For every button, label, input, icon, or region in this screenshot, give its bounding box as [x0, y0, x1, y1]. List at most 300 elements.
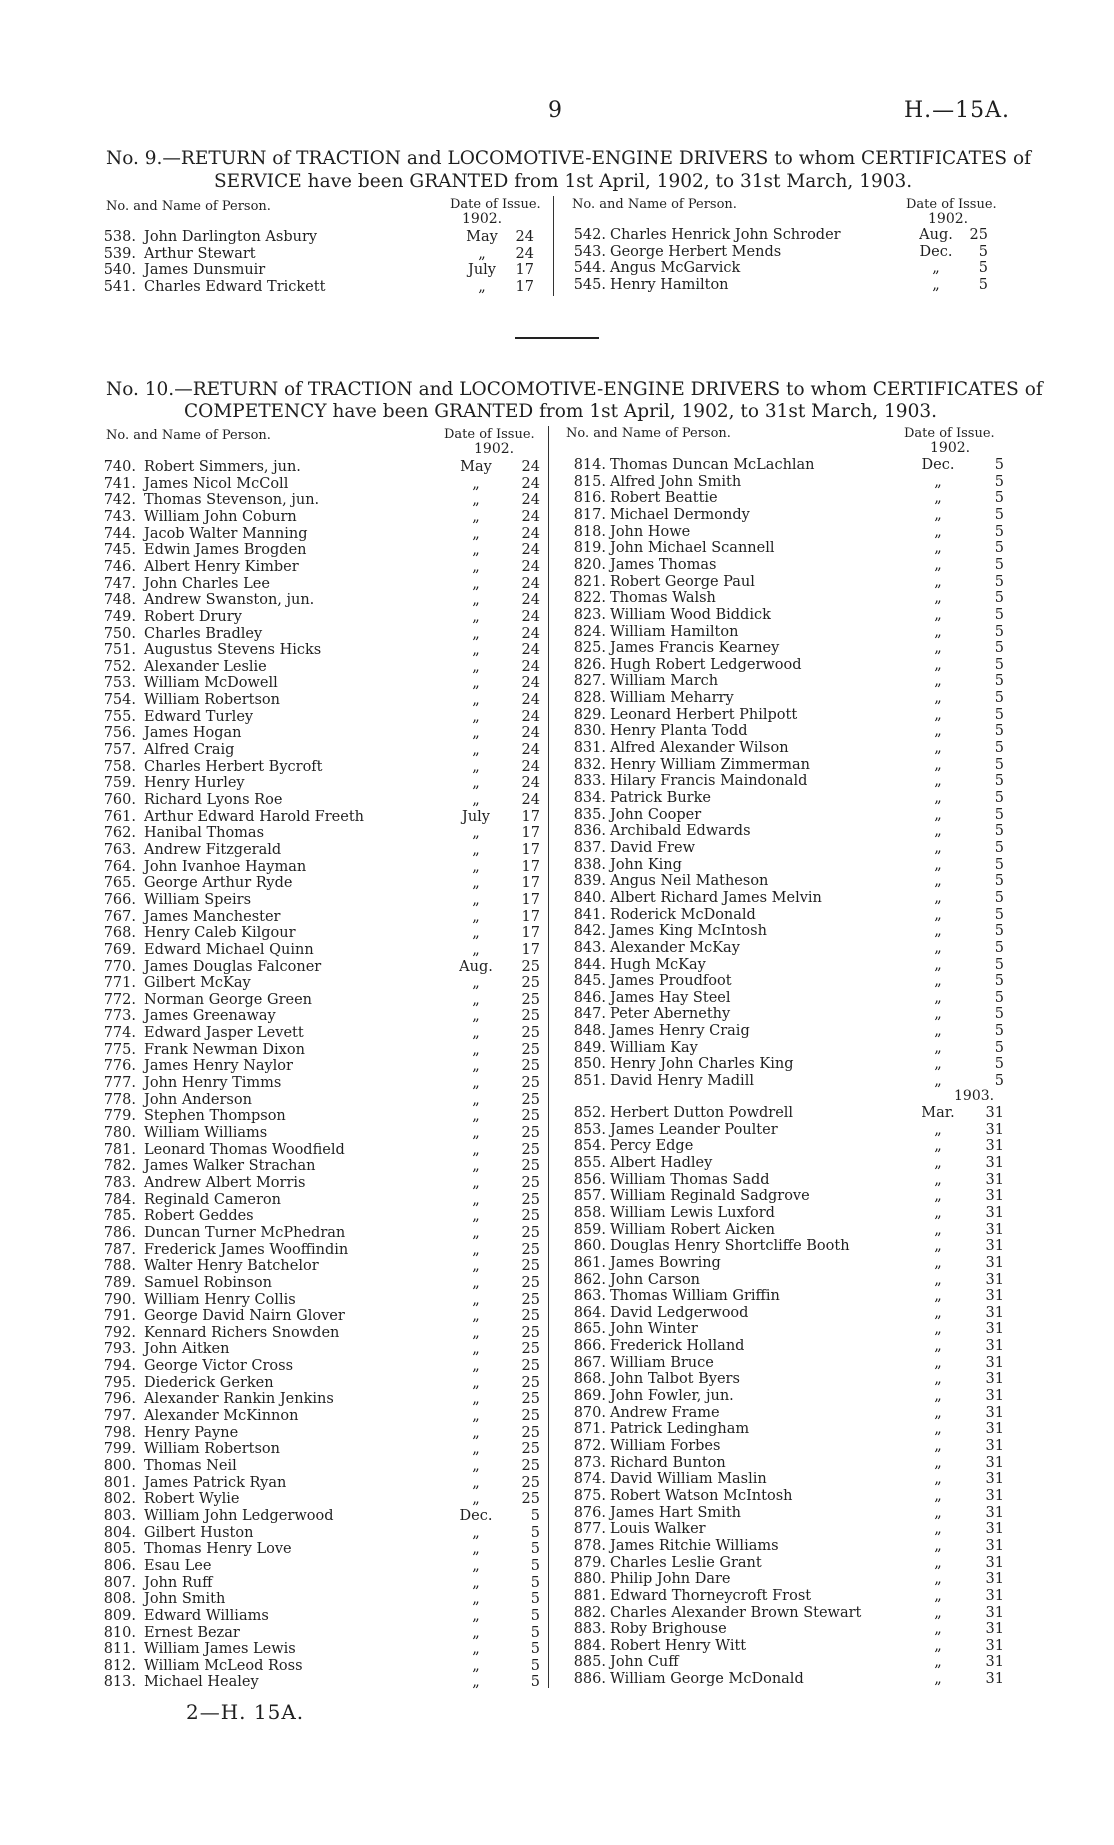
section9-year-left: 1902.: [462, 211, 503, 227]
person-name: William Robertson: [144, 692, 280, 709]
person-name: James Patrick Ryan: [144, 1474, 287, 1491]
entry-number: 772.: [103, 991, 136, 1008]
table-row: [566, 1138, 1006, 1155]
table-row: [566, 690, 1006, 707]
issue-month: „: [934, 1254, 942, 1271]
table-row: [96, 1192, 546, 1209]
issue-month: „: [472, 1091, 480, 1108]
table-row: [96, 709, 546, 726]
issue-month: Dec.: [921, 457, 955, 473]
issue-month: „: [472, 941, 480, 958]
person-name: John Henry Timms: [144, 1075, 282, 1092]
table-row: [96, 1208, 546, 1225]
section10-year-1903: 1903.: [954, 1088, 995, 1104]
person-name: Alexander Leslie: [144, 658, 267, 675]
issue-month: „: [472, 1075, 480, 1092]
entry-number: 780.: [103, 1125, 136, 1141]
table-row: [96, 642, 546, 659]
issue-day: 24: [521, 708, 540, 725]
entry-number: 858.: [573, 1204, 606, 1221]
entry-number: 758.: [103, 758, 136, 775]
entry-number: 766.: [103, 891, 136, 908]
person-name: William John Ledgerwood: [144, 1507, 334, 1524]
table-row: [96, 1375, 546, 1392]
table-row: [96, 659, 546, 676]
entry-number: 811.: [103, 1641, 136, 1658]
issue-day: 31: [985, 1404, 1004, 1421]
section9-year-right: 1902.: [928, 211, 969, 227]
issue-day: 5: [994, 640, 1004, 657]
person-name: Reginald Cameron: [144, 1191, 281, 1208]
issue-month: „: [472, 1524, 480, 1541]
issue-day: 25: [521, 1274, 540, 1291]
issue-month: „: [472, 1258, 480, 1275]
person-name: James Nicol McColl: [144, 475, 289, 492]
issue-day: 24: [521, 775, 540, 792]
table-row: [96, 875, 546, 892]
table-row: [96, 1325, 546, 1342]
issue-day: 5: [994, 973, 1004, 990]
issue-month: July: [468, 262, 496, 278]
table-row: [566, 1105, 1006, 1122]
issue-day: 31: [985, 1271, 1004, 1288]
footer-signature: 2—H. 15A.: [186, 1700, 305, 1724]
person-name: William George McDonald: [610, 1671, 804, 1688]
table-row: [566, 673, 1006, 690]
entry-number: 816.: [573, 490, 606, 507]
entry-number: 885.: [573, 1654, 606, 1671]
issue-day: 31: [985, 1321, 1004, 1338]
person-name: Edwin James Brogden: [144, 542, 307, 559]
issue-day: 25: [521, 1391, 540, 1408]
person-name: William Williams: [144, 1125, 268, 1141]
section10-year-right: 1902.: [930, 440, 971, 456]
person-name: James King McIntosh: [610, 923, 767, 940]
table-row: [96, 1108, 546, 1125]
issue-day: 5: [994, 939, 1004, 956]
issue-month: „: [934, 989, 942, 1006]
table-row: [96, 1125, 546, 1142]
table-row: [566, 1671, 1006, 1688]
table-row: [96, 1025, 546, 1042]
entry-number: 541.: [103, 278, 136, 295]
issue-day: 5: [994, 856, 1004, 873]
table-row: [566, 1654, 1006, 1671]
person-name: John Winter: [610, 1321, 698, 1338]
issue-month: „: [934, 573, 942, 590]
issue-day: 25: [521, 1458, 540, 1474]
person-name: James Hart Smith: [610, 1504, 741, 1521]
table-row: [566, 707, 1006, 724]
entry-number: 773.: [103, 1008, 136, 1025]
table-row: [566, 1455, 1006, 1472]
table-row: [96, 1641, 546, 1658]
entry-number: 870.: [573, 1404, 606, 1421]
issue-month: „: [472, 1458, 480, 1474]
table-row: [96, 626, 546, 643]
issue-day: 5: [530, 1591, 540, 1608]
issue-month: „: [472, 792, 480, 808]
issue-month: „: [472, 1041, 480, 1058]
person-name: William Speirs: [144, 891, 252, 908]
entry-number: 778.: [103, 1091, 136, 1108]
issue-month: „: [932, 260, 940, 276]
person-name: John Anderson: [144, 1091, 252, 1108]
issue-day: 5: [994, 790, 1004, 806]
person-name: Charles Herbert Bycroft: [144, 758, 323, 775]
issue-day: 25: [521, 1491, 540, 1508]
issue-month: „: [472, 1025, 480, 1042]
person-name: Ernest Bezar: [144, 1624, 240, 1641]
issue-month: „: [934, 623, 942, 640]
person-name: William Hamilton: [610, 623, 739, 640]
entry-number: 777.: [103, 1075, 136, 1092]
table-row: [96, 925, 546, 942]
table-row: [566, 1371, 1006, 1388]
person-name: John Cooper: [610, 806, 702, 823]
entry-number: 863.: [573, 1288, 606, 1305]
entry-number: 805.: [103, 1541, 136, 1558]
person-name: Andrew Swanston, jun.: [144, 592, 315, 609]
issue-day: 31: [985, 1637, 1004, 1654]
table-row: [96, 1275, 546, 1292]
entry-number: 539.: [103, 245, 136, 262]
issue-day: 25: [521, 1174, 540, 1191]
entry-number: 787.: [103, 1241, 136, 1258]
entry-number: 875.: [573, 1487, 606, 1504]
entry-number: 871.: [573, 1421, 606, 1438]
entry-number: 881.: [573, 1587, 606, 1604]
entry-number: 764.: [103, 858, 136, 875]
issue-day: 17: [521, 825, 540, 842]
entry-number: 839.: [573, 873, 606, 890]
table-row: [566, 1538, 1006, 1555]
issue-day: 31: [985, 1354, 1004, 1371]
table-row: [96, 959, 546, 976]
issue-month: „: [934, 1521, 942, 1538]
issue-day: 24: [521, 508, 540, 525]
issue-day: 5: [994, 873, 1004, 890]
entry-number: 812.: [103, 1657, 136, 1674]
person-name: Gilbert Huston: [144, 1524, 254, 1541]
entry-number: 755.: [103, 708, 136, 725]
entry-number: 784.: [103, 1191, 136, 1208]
person-name: Thomas Walsh: [610, 590, 716, 607]
table-row: [96, 1358, 546, 1375]
issue-month: „: [934, 956, 942, 973]
issue-month: „: [472, 725, 480, 742]
table-row: [566, 457, 1006, 474]
section10-column-divider: [548, 426, 549, 1688]
person-name: Augustus Stevens Hicks: [144, 642, 322, 659]
table-row: [566, 490, 1006, 507]
person-name: George Herbert Mends: [610, 243, 782, 260]
issue-day: 31: [985, 1105, 1004, 1121]
entry-number: 876.: [573, 1504, 606, 1521]
person-name: William Reginald Sadgrove: [610, 1188, 810, 1205]
entry-number: 836.: [573, 823, 606, 840]
issue-month: „: [472, 991, 480, 1008]
person-name: James Henry Naylor: [144, 1058, 293, 1075]
issue-day: 25: [521, 1224, 540, 1241]
person-name: Albert Hadley: [610, 1154, 713, 1171]
entry-number: 873.: [573, 1454, 606, 1471]
table-row: [566, 1155, 1006, 1172]
entry-number: 802.: [103, 1491, 136, 1508]
person-name: Richard Lyons Roe: [144, 792, 283, 808]
table-row: [96, 1541, 546, 1558]
issue-day: 5: [994, 690, 1004, 707]
person-name: Albert Richard James Melvin: [610, 889, 822, 906]
issue-day: 5: [530, 1574, 540, 1591]
entry-number: 840.: [573, 889, 606, 906]
issue-day: 31: [985, 1171, 1004, 1188]
issue-day: 25: [521, 1408, 540, 1425]
table-row: [96, 1158, 546, 1175]
person-name: Hilary Francis Maindonald: [610, 773, 808, 790]
table-row: [96, 1508, 546, 1525]
issue-month: „: [472, 708, 480, 725]
entry-number: 753.: [103, 675, 136, 692]
person-name: Duncan Turner McPhedran: [144, 1224, 346, 1241]
section10-col-name-left: No. and Name of Person.: [106, 428, 271, 443]
entry-number: 828.: [573, 690, 606, 707]
table-row: [566, 790, 1006, 807]
entry-number: 760.: [103, 792, 136, 808]
table-row: [96, 809, 546, 826]
table-row: [96, 1225, 546, 1242]
table-row: [566, 1555, 1006, 1572]
issue-month: „: [932, 276, 940, 293]
table-row: [566, 1355, 1006, 1372]
table-row: [96, 1341, 546, 1358]
entry-number: 768.: [103, 925, 136, 942]
person-name: Patrick Ledingham: [610, 1421, 750, 1438]
issue-month: „: [472, 508, 480, 525]
person-name: Philip John Dare: [610, 1571, 731, 1588]
person-name: James Hay Steel: [610, 989, 731, 1006]
issue-month: „: [934, 923, 942, 940]
issue-month: „: [472, 975, 480, 992]
issue-day: 31: [985, 1587, 1004, 1604]
entry-number: 785.: [103, 1208, 136, 1225]
table-row: [566, 857, 1006, 874]
table-row: [96, 1075, 546, 1092]
issue-day: 31: [985, 1221, 1004, 1238]
person-name: John Michael Scannell: [610, 540, 775, 557]
issue-month: „: [472, 542, 480, 559]
section9-title-line2: SERVICE have been GRANTED from 1st April, 1902, to 31st March, 1903.: [214, 171, 913, 192]
person-name: George David Nairn Glover: [144, 1308, 345, 1325]
entry-number: 783.: [103, 1174, 136, 1191]
entry-number: 818.: [573, 523, 606, 540]
entry-number: 813.: [103, 1674, 136, 1691]
person-name: William Meharry: [610, 690, 734, 707]
table-row: [96, 692, 546, 709]
entry-number: 823.: [573, 606, 606, 623]
entry-number: 746.: [103, 558, 136, 575]
issue-month: „: [934, 889, 942, 906]
person-name: Thomas William Griffin: [610, 1288, 780, 1305]
issue-day: 5: [994, 706, 1004, 723]
table-row: [566, 1006, 1006, 1023]
person-name: Jacob Walter Manning: [144, 525, 308, 542]
entry-number: 844.: [573, 956, 606, 973]
section-separator-rule: [515, 337, 599, 339]
issue-day: 17: [521, 858, 540, 875]
entry-number: 749.: [103, 608, 136, 625]
table-row: [96, 942, 546, 959]
issue-day: 5: [978, 260, 988, 276]
issue-day: 31: [985, 1138, 1004, 1155]
issue-day: 31: [985, 1188, 1004, 1205]
person-name: James Hogan: [144, 725, 242, 742]
entry-number: 826.: [573, 656, 606, 673]
table-row: [96, 1491, 546, 1508]
issue-month: „: [472, 1274, 480, 1291]
entry-number: 796.: [103, 1391, 136, 1408]
table-row: [96, 262, 546, 279]
issue-month: „: [934, 1073, 942, 1090]
issue-day: 31: [985, 1521, 1004, 1538]
issue-month: „: [472, 1141, 480, 1158]
entry-number: 775.: [103, 1041, 136, 1058]
issue-day: 25: [521, 1025, 540, 1042]
table-row: [96, 1658, 546, 1675]
table-row: [566, 1488, 1006, 1505]
entry-number: 837.: [573, 839, 606, 856]
entry-number: 804.: [103, 1524, 136, 1541]
person-name: Hugh McKay: [610, 956, 706, 973]
issue-month: „: [472, 1424, 480, 1441]
table-row: [566, 1023, 1006, 1040]
table-row: [96, 1608, 546, 1625]
table-row: [566, 1056, 1006, 1073]
issue-day: 25: [521, 1191, 540, 1208]
entry-number: 884.: [573, 1637, 606, 1654]
issue-month: „: [472, 1557, 480, 1574]
section9-column-divider: [553, 196, 554, 296]
issue-day: 5: [994, 490, 1004, 507]
entry-number: 852.: [573, 1105, 606, 1121]
section9-col-date-right: Date of Issue.: [906, 197, 997, 212]
table-row: [566, 1172, 1006, 1189]
issue-month: Mar.: [921, 1105, 955, 1121]
issue-month: „: [934, 1371, 942, 1388]
table-row: [566, 244, 1006, 261]
section10-col-name-right: No. and Name of Person.: [566, 426, 731, 441]
section10-col-date-left: Date of Issue.: [444, 427, 535, 442]
entry-number: 762.: [103, 825, 136, 842]
person-name: Walter Henry Batchelor: [144, 1258, 319, 1275]
issue-day: 24: [521, 725, 540, 742]
table-row: [566, 823, 1006, 840]
entry-number: 849.: [573, 1039, 606, 1056]
person-name: George Victor Cross: [144, 1358, 294, 1375]
issue-month: „: [472, 1174, 480, 1191]
section9-number: No. 9.: [106, 148, 163, 169]
issue-day: 31: [985, 1438, 1004, 1454]
issue-day: 24: [521, 742, 540, 759]
section10-title-line1: —RETURN of TRACTION and LOCOMOTIVE-ENGINE DRIVERS to whom CERTIFICATES of: [174, 379, 1043, 400]
table-row: [566, 973, 1006, 990]
issue-month: „: [472, 1607, 480, 1624]
issue-day: 24: [521, 608, 540, 625]
entry-number: 859.: [573, 1221, 606, 1238]
table-row: [566, 1588, 1006, 1605]
person-name: Charles Edward Trickett: [144, 278, 326, 295]
issue-month: „: [934, 606, 942, 623]
table-row: [96, 1625, 546, 1642]
table-row: [566, 640, 1006, 657]
table-row: [566, 1471, 1006, 1488]
person-name: James Manchester: [144, 908, 281, 925]
person-name: Stephen Thompson: [144, 1108, 286, 1125]
issue-month: „: [934, 1504, 942, 1521]
entry-number: 864.: [573, 1304, 606, 1321]
entry-number: 747.: [103, 575, 136, 592]
issue-month: „: [472, 758, 480, 775]
issue-day: 25: [969, 227, 988, 243]
entry-number: 831.: [573, 740, 606, 757]
person-name: Edward Thorneycroft Frost: [610, 1587, 812, 1604]
table-row: [96, 1425, 546, 1442]
issue-day: 31: [985, 1254, 1004, 1271]
table-row: [566, 1122, 1006, 1139]
issue-month: Aug.: [919, 227, 953, 243]
issue-month: „: [472, 1641, 480, 1658]
entry-number: 856.: [573, 1171, 606, 1188]
issue-day: 5: [994, 839, 1004, 856]
table-row: [566, 890, 1006, 907]
table-row: [566, 540, 1006, 557]
issue-day: 31: [985, 1388, 1004, 1405]
person-name: John Darlington Asbury: [144, 229, 318, 245]
person-name: William James Lewis: [144, 1641, 296, 1658]
issue-day: 5: [994, 1023, 1004, 1040]
issue-day: 17: [521, 891, 540, 908]
table-row: [96, 1674, 546, 1691]
issue-day: 31: [985, 1554, 1004, 1571]
person-name: Charles Leslie Grant: [610, 1554, 762, 1571]
table-row: [96, 859, 546, 876]
table-row: [566, 1621, 1006, 1638]
entry-number: 542.: [573, 227, 606, 243]
person-name: Angus Neil Matheson: [610, 873, 769, 890]
issue-month: „: [472, 475, 480, 492]
issue-month: „: [472, 1224, 480, 1241]
page-number: 9: [548, 98, 562, 123]
entry-number: 798.: [103, 1424, 136, 1441]
issue-day: 5: [994, 906, 1004, 923]
issue-month: „: [934, 1621, 942, 1638]
issue-day: 5: [994, 1006, 1004, 1023]
issue-day: 25: [521, 1341, 540, 1358]
table-row: [566, 1521, 1006, 1538]
issue-day: 5: [994, 623, 1004, 640]
issue-day: 25: [521, 1424, 540, 1441]
issue-month: „: [934, 1571, 942, 1588]
table-row: [96, 792, 546, 809]
issue-month: „: [934, 939, 942, 956]
issue-month: „: [934, 523, 942, 540]
entry-number: 877.: [573, 1521, 606, 1538]
person-name: John Fowler, jun.: [610, 1388, 734, 1405]
issue-month: „: [934, 1121, 942, 1138]
issue-month: „: [472, 925, 480, 942]
issue-day: 24: [521, 459, 540, 475]
person-name: Henry Hurley: [144, 775, 245, 792]
